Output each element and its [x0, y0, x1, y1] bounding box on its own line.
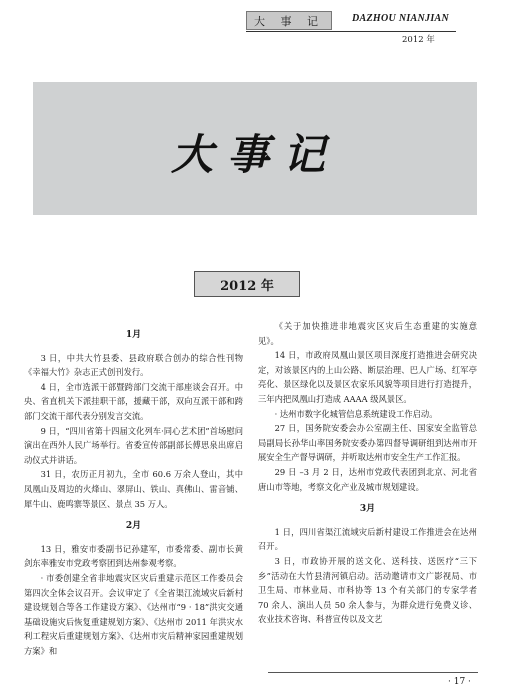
entry-paragraph: · 达州市数字化城管信息系统建设工作启动。 [274, 408, 438, 419]
entry-paragraph: 4 日，全市选派干部暨跨部门交流干部座谈会召开。中央、省直机关下派挂职干部，援藏干部，双向互派干部和跨部门交流干部代表分别发言交流。 [24, 381, 243, 421]
footer-rule [268, 672, 478, 673]
month-heading: 3月 [359, 504, 376, 515]
entry-paragraph: 3 日，市政协开展的送文化、送科技、送医疗“三下乡”活动在大竹县清河镇启动。活动邀请市文广影视局、市卫生局、市林业局、市科协等 13 个有关部门的专家学者 70 余人、演出人员 50 余人参与，为群众进行免费义诊、农业技术咨询、科普宣传以及文艺 [258, 555, 477, 625]
entry-paragraph: 31 日，农历正月初九，全市 60.6 万余人登山，其中凤凰山及周边的火烽山、翠屏山、铁山、真佛山、雷音铺、犀牛山、鹿鸣寨等景区、景点 35 万人。 [24, 469, 243, 509]
header-rule [246, 31, 456, 32]
month-heading: 1月 [125, 330, 142, 340]
yearbook-name: DAZHOU NIANJIAN [352, 13, 450, 24]
section-label: 大 事 记 [246, 11, 332, 30]
entry-paragraph: 《关于加快推进非地震灾区灾后生态重建的实施意见》。 [258, 321, 477, 346]
month-heading: 2月 [125, 521, 142, 532]
title-banner [33, 82, 477, 215]
entry-paragraph: 3 日，中共大竹县委、县政府联合创办的综合性刊物《幸福大竹》杂志正式创刊发行。 [24, 352, 243, 378]
entry-paragraph: 29 日 –3 月 2 日，达州市党政代表团到北京、河北省唐山市等地，考察文化产业及城市规划建设。 [258, 466, 477, 492]
right-column [258, 319, 477, 627]
entry-paragraph: 9 日，“四川省第十四届文化列车·同心艺术团”首场慰问演出在西外人民广场举行。省委宣传部副部长傅思泉出席启动仪式并讲话。 [24, 425, 243, 465]
page-number: · 17 · [448, 677, 471, 687]
entry-paragraph: 14 日，市政府凤凰山景区项目深度打造推进会研究决定，对该景区内的上山公路、断层治理、巴人广场、红军亭亮化、景区绿化以及景区农家乐风貌等项目进行打造提升，三年内把凤凰山打造成 AAAA 级风景区。 [258, 350, 477, 404]
banner-title: 大事记 [170, 130, 339, 179]
entry-paragraph: 13 日，雅安市委副书记孙建军，市委常委、副市长黄剑东率雅安市党政考察团到达州参观考察。 [24, 543, 243, 569]
entry-paragraph: 27 日，国务院安委会办公室副主任、国家安全监管总局副局长孙华山率国务院安委办第四督导调研组到达州市开展安全生产督导调研，并听取达州市安全生产工作汇报。 [258, 423, 477, 463]
left-column [24, 318, 243, 658]
entry-paragraph: · 市委创建全省非地震灾区灾后重建示范区工作委员会第四次全体会议召开。会议审定了《全省渠江流域灾后新村建设规划合等各工作建设方案》、《达州市“9 · 18”洪灾交通基础设施灾后恢复重建规划方案》、《达州市 2011 年洪灾水利工程灾后重建规划方案》、《达州市灾后精神家园重建规划方案》和 [24, 572, 243, 656]
entry-paragraph: 1 日，四川省渠江流域灾后新村建设工作推进会在达州召开。 [258, 526, 477, 552]
year-heading: 2012 年 [194, 271, 300, 297]
header-year: 2012 年 [402, 35, 435, 45]
